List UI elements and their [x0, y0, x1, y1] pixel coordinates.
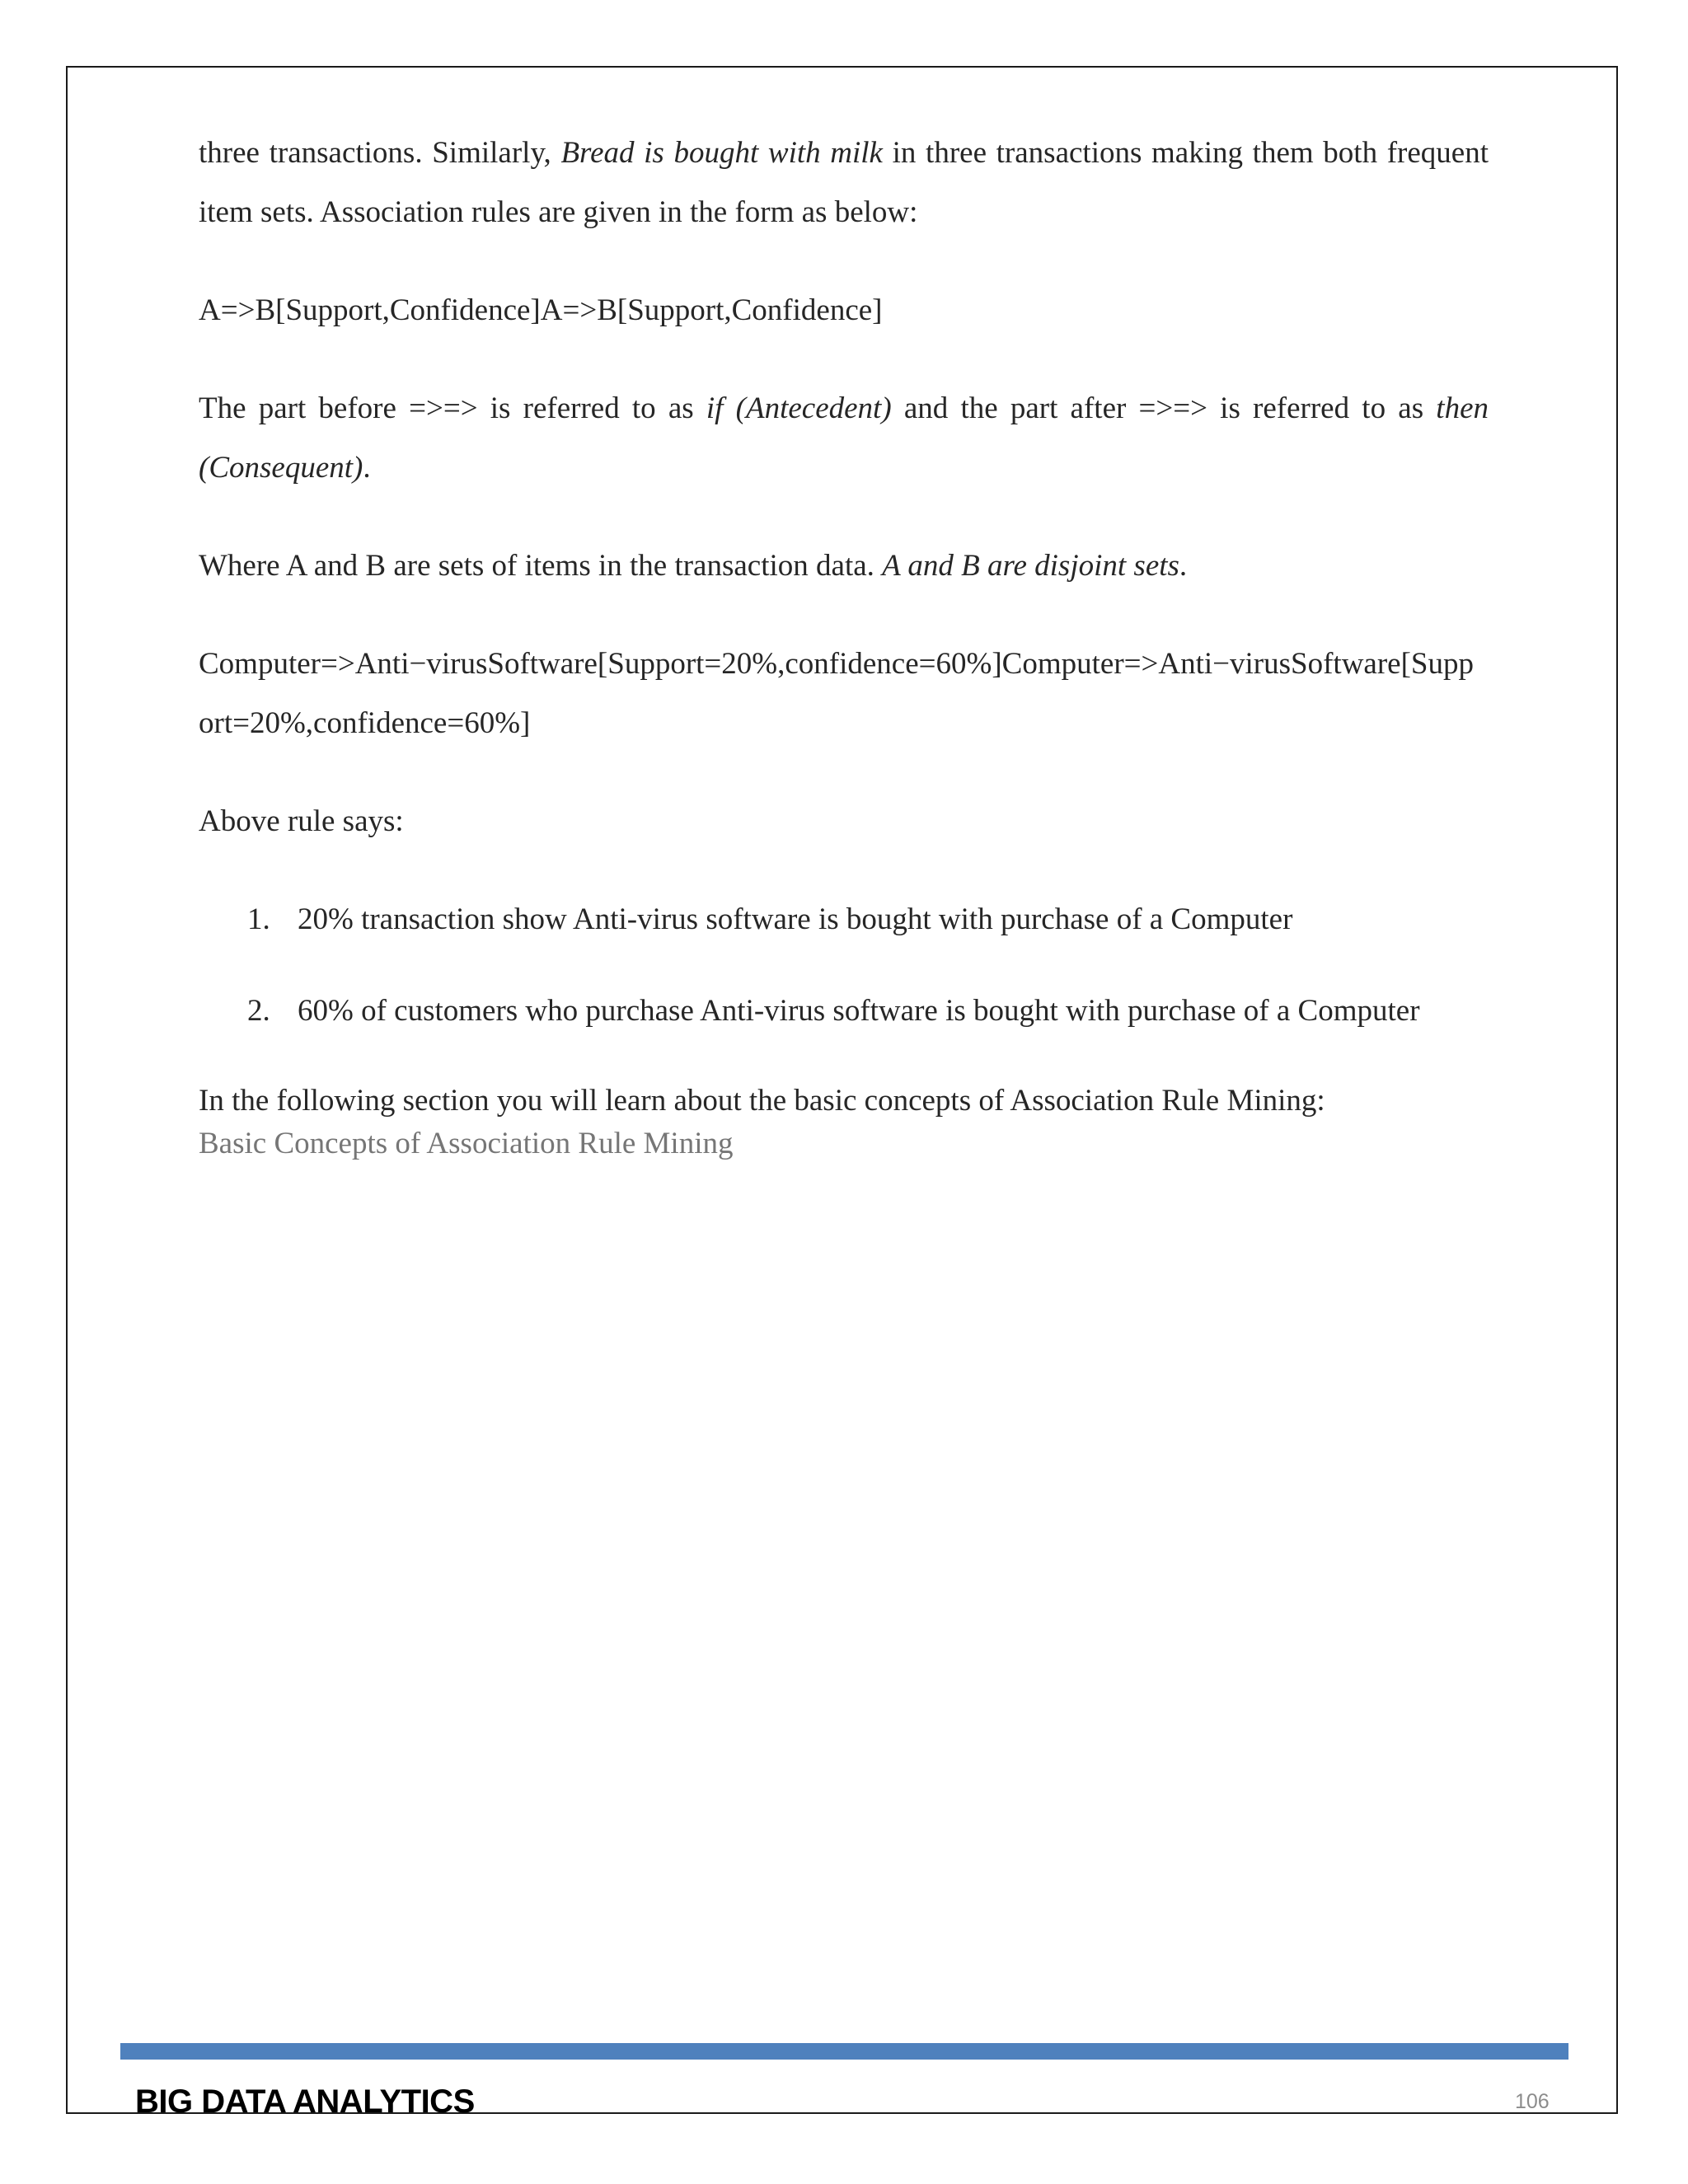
text-run: three transactions. Similarly, [199, 136, 561, 170]
paragraph-section-intro: In the following section you will learn about the basic concepts of Association Rule Mining: [199, 1084, 1325, 1118]
text-run: . [1179, 549, 1188, 583]
paragraph-example-rule: Computer=>Anti−virusSoftware[Support=20%,confidence=60%]Computer=>Anti−virusSoftware[Support=20%,confidence=60%] [199, 647, 1474, 740]
emphasis-text: A and B are disjoint sets [882, 549, 1179, 583]
text-run: in three transactions making them both frequent item sets. Association rules are given in the form as below: [199, 136, 1489, 229]
list-item-number: 2. [247, 994, 270, 1028]
emphasis-text: if (Antecedent) [706, 391, 892, 425]
paragraph-above-rule: Above rule says: [199, 804, 404, 838]
footer-rule [120, 2043, 1568, 2060]
list-item-number: 1. [247, 902, 270, 936]
list-item-text: 20% transaction show Anti-virus software is bought with purchase of a Computer [298, 902, 1293, 936]
list-item [199, 890, 1489, 949]
document-body [199, 124, 1489, 1165]
emphasis-text: then (Consequent) [199, 391, 1489, 485]
footer-title: BIG DATA ANALYTICS [135, 2083, 475, 2120]
text-run: The part before =>=> is referred to as [199, 391, 706, 425]
section-link[interactable]: Basic Concepts of Association Rule Mining [199, 1127, 734, 1160]
numbered-list [199, 890, 1489, 1041]
list-item [199, 982, 1489, 1041]
paragraph-frequent-itemsets [199, 124, 1489, 242]
emphasis-text: Bread is bought with milk [560, 136, 883, 170]
text-run: and the part after =>=> is referred to as [891, 391, 1437, 425]
paragraph-antecedent-consequent [199, 379, 1489, 498]
paragraph-rule-form: A=>B[Support,Confidence]A=>B[Support,Confidence] [199, 293, 883, 327]
page-number: 106 [1515, 2090, 1550, 2113]
list-item-text: 60% of customers who purchase Anti-virus software is bought with purchase of a Computer [298, 994, 1420, 1028]
paragraph-disjoint-sets [199, 537, 1489, 596]
text-run: . [363, 451, 371, 485]
text-run: Where A and B are sets of items in the transaction data. [199, 549, 883, 583]
